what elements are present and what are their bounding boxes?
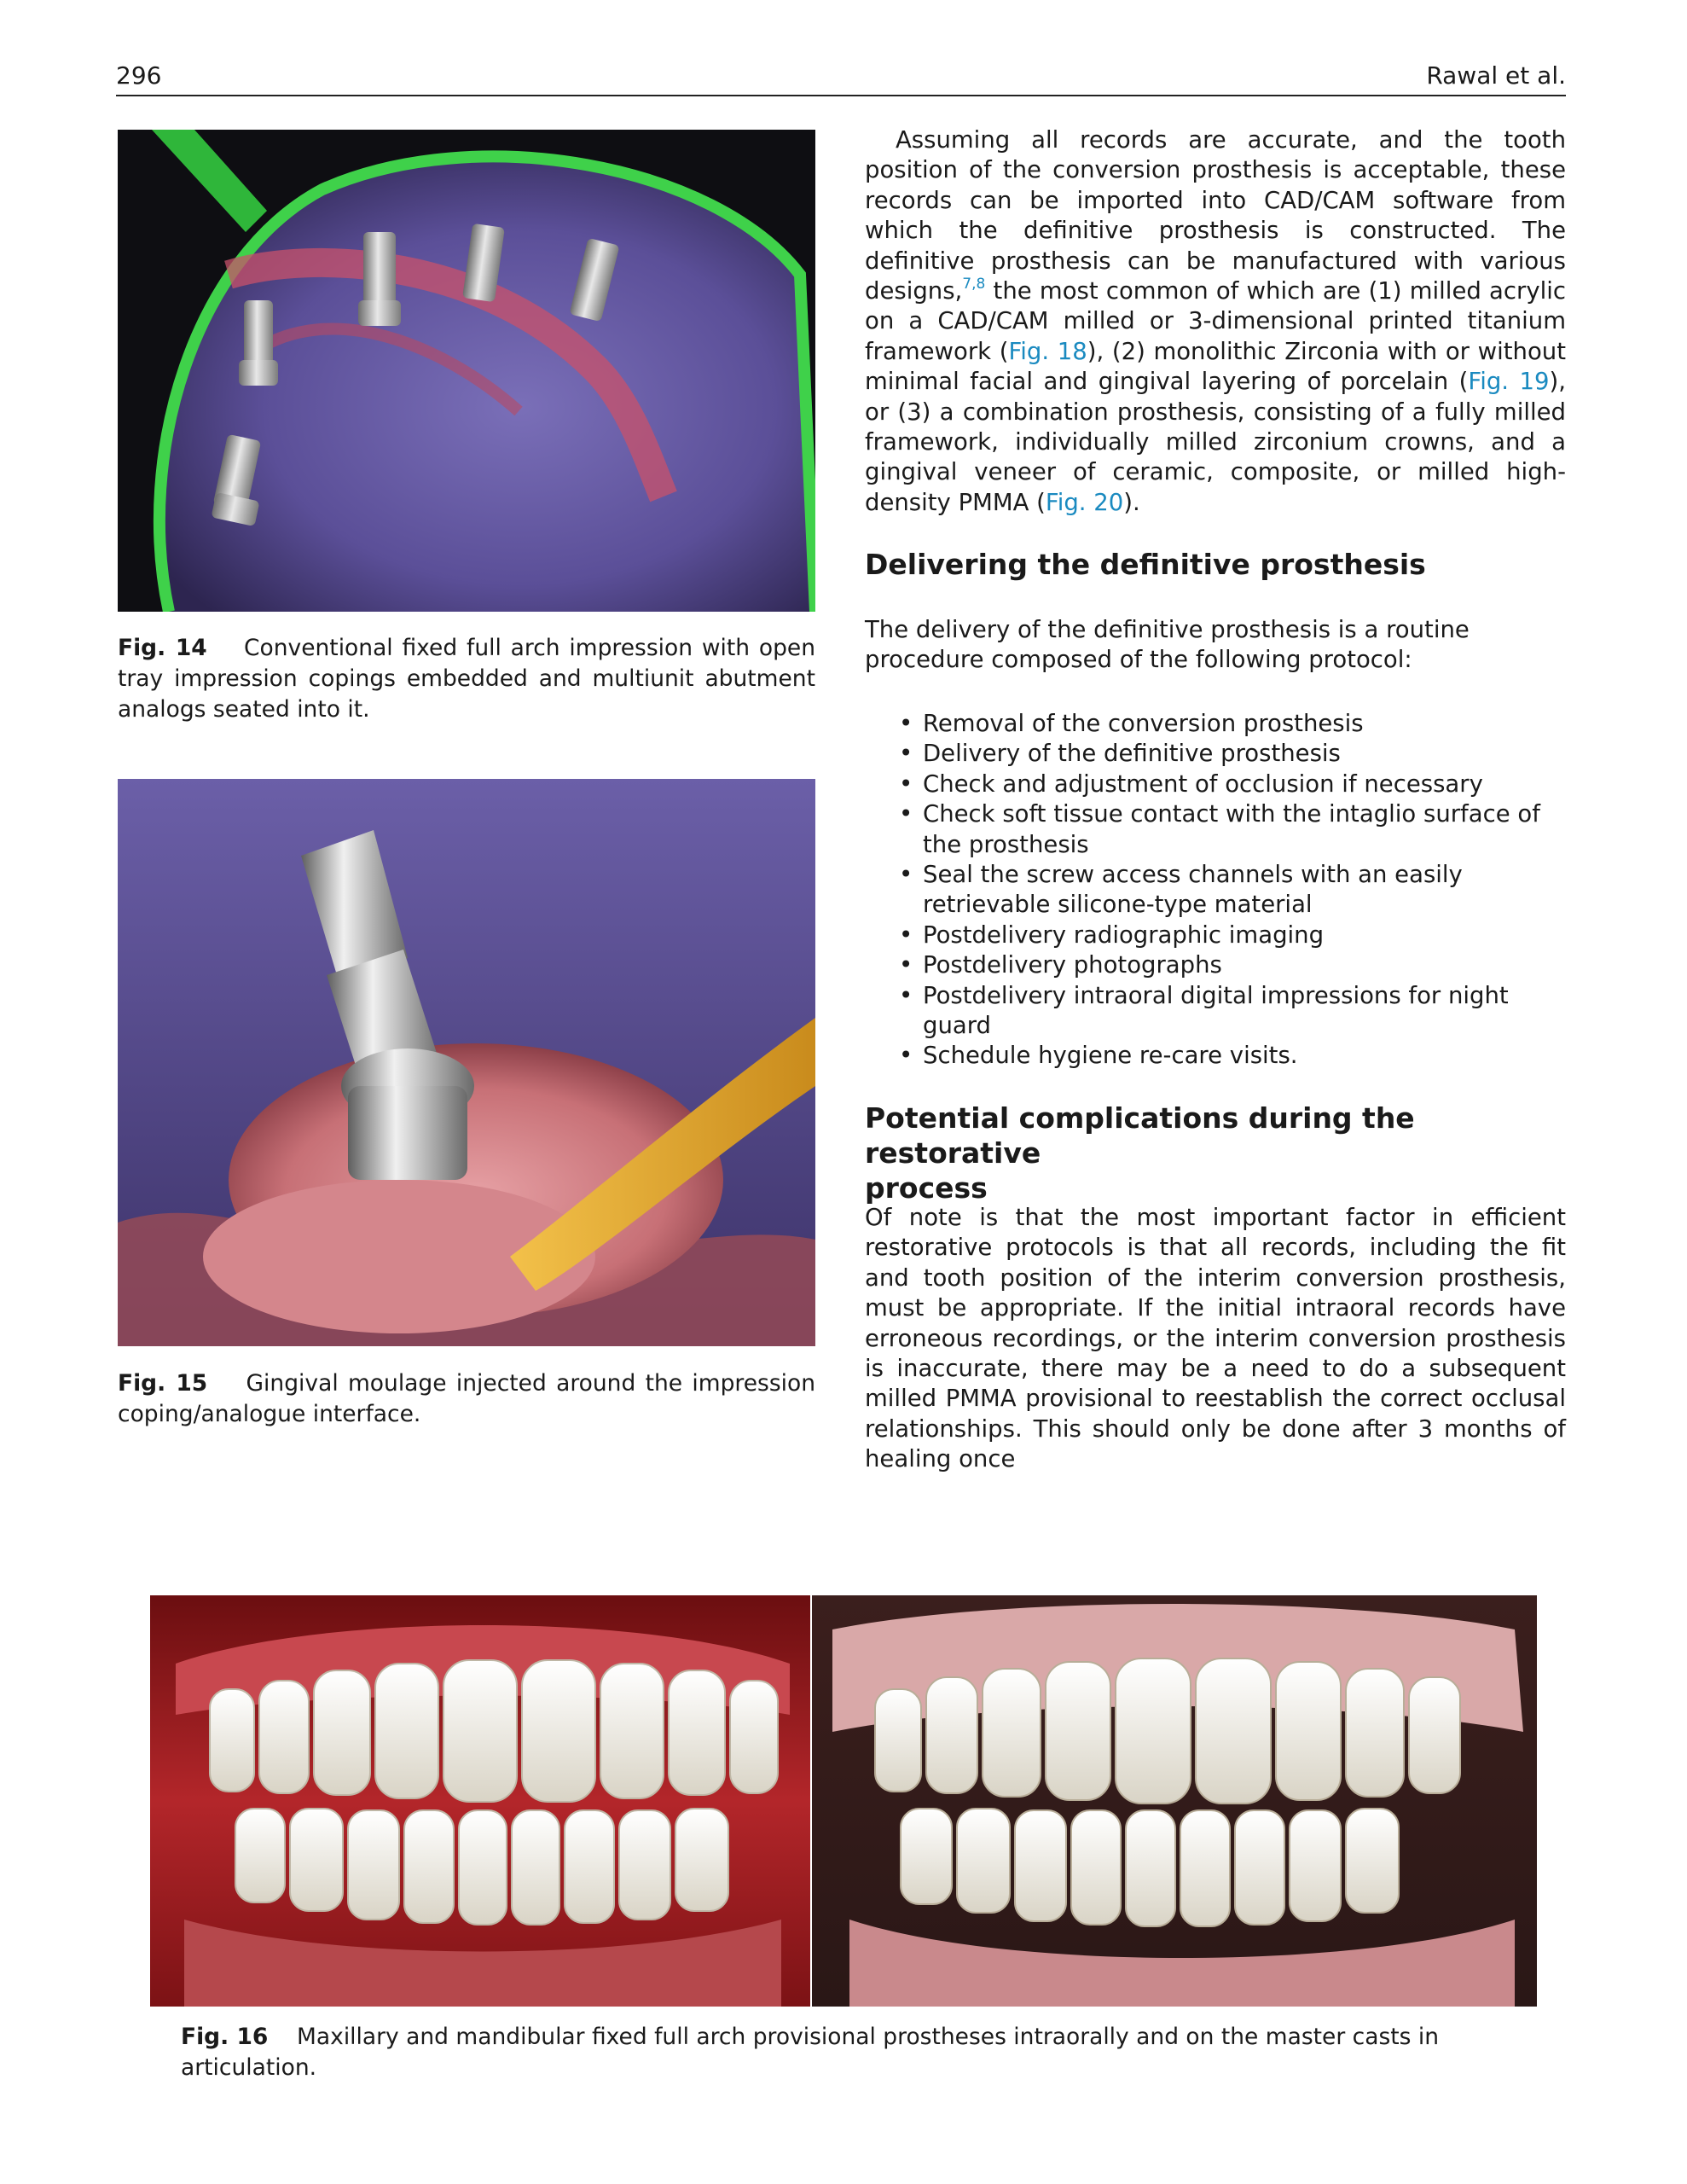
section-heading-delivering: Delivering the definitive prosthesis <box>865 548 1426 581</box>
fig16-label: Fig. 16 <box>181 2024 269 2050</box>
bullet-icon: • <box>899 951 913 979</box>
bullet-icon: • <box>899 921 913 949</box>
page-number: 296 <box>116 61 162 90</box>
fig14-image <box>118 130 815 612</box>
intro-text-3: ), (2) monolithic Zirconia with or without minimal facial and gingival layering of porcelain ( <box>865 337 1566 396</box>
fig16-image <box>150 1595 1537 2007</box>
fig15-image <box>118 779 815 1346</box>
intro-text-1: Assuming all records are accurate, and the tooth position of the conversion prosthesis is acceptable, these records can be imported into CAD/CAM software from which the definitive prosthesis is constructed. The definitive prosthesis can be manufactured with various designs, <box>865 126 1566 305</box>
list-item: • Check soft tissue contact with the intaglio surface of the prosthesis <box>899 800 1540 858</box>
intro-text-4: ), or (3) a combination prosthesis, consisting of a fully milled framework, individually milled zirconium crowns, and a gingival veneer of ceramic, composite, or milled high-density PMMA ( <box>865 368 1567 516</box>
list-item: • Delivery of the definitive prosthesis <box>894 739 1566 769</box>
list-item: • Postdelivery intraoral digital impressions for night guard <box>899 981 1509 1040</box>
bullet-icon: • <box>899 1042 913 1070</box>
intro-text-2: the most common of which are (1) milled acrylic on a CAD/CAM milled or 3-dimensional printed titanium framework ( <box>865 277 1566 365</box>
fig19-link[interactable]: Fig. 19 <box>1468 368 1550 396</box>
delivering-intro-text: The delivery of the definitive prosthesis is a routine procedure composed of the following protocol: <box>865 616 1470 674</box>
delivery-protocol-list <box>894 709 1566 1072</box>
complications-paragraph <box>865 1203 1566 1475</box>
fig15-caption-text: Gingival moulage injected around the impression coping/analogue interface. <box>118 1370 815 1427</box>
bullet-icon: • <box>899 770 913 798</box>
bullet-icon: • <box>899 710 913 737</box>
running-header-author: Rawal et al. <box>1426 61 1566 90</box>
complications-text: Of note is that the most important factor in efficient restorative protocols is that all records, including the fit and tooth position of the interim conversion prosthesis, must be appropriate. If the initial intraoral records have erroneous recordings, or the interim conversion prosthesis is inaccurate, there may be a need to do a subsequent milled PMMA provisional to reestablish the correct occlusal relationships. This should only be done after 3 months of healing once <box>865 1204 1566 1473</box>
list-item: • Removal of the conversion prosthesis <box>894 709 1566 739</box>
list-item: • Schedule hygiene re-care visits. <box>894 1041 1566 1071</box>
intro-paragraph <box>865 125 1566 518</box>
heading-line-1: Potential complications during the restorative <box>865 1101 1415 1170</box>
fig16-caption-text: Maxillary and mandibular fixed full arch provisional prostheses intraorally and on the master casts in articulation. <box>181 2024 1440 2081</box>
intro-text-5: ). <box>1123 488 1140 516</box>
fig14-caption-text: Conventional fixed full arch impression with open tray impression copings embedded and multiunit abutment analogs seated into it. <box>118 635 815 723</box>
heading-line-2: process <box>865 1171 988 1205</box>
reference-citation[interactable]: 7,8 <box>962 276 986 293</box>
fig20-link[interactable]: Fig. 20 <box>1045 488 1124 516</box>
delivering-intro <box>865 615 1566 676</box>
list-item: • Check and adjustment of occlusion if necessary <box>894 770 1566 799</box>
bullet-icon: • <box>899 740 913 768</box>
header-rule <box>116 95 1566 96</box>
fig14-label: Fig. 14 <box>118 635 207 661</box>
fig18-link[interactable]: Fig. 18 <box>1008 337 1087 365</box>
fig14-caption <box>118 633 815 725</box>
fig16-caption <box>181 2022 1545 2083</box>
list-item: • Postdelivery radiographic imaging <box>894 921 1566 950</box>
section-heading-complications <box>865 1101 1566 1205</box>
list-item: • Postdelivery photographs <box>894 950 1566 980</box>
fig15-label: Fig. 15 <box>118 1370 208 1397</box>
bullet-icon: • <box>899 981 913 1009</box>
bullet-icon: • <box>899 861 913 889</box>
bullet-icon: • <box>899 800 913 828</box>
fig15-caption <box>118 1368 815 1430</box>
list-item: • Seal the screw access channels with an easily retrievable silicone-type material <box>899 861 1463 919</box>
